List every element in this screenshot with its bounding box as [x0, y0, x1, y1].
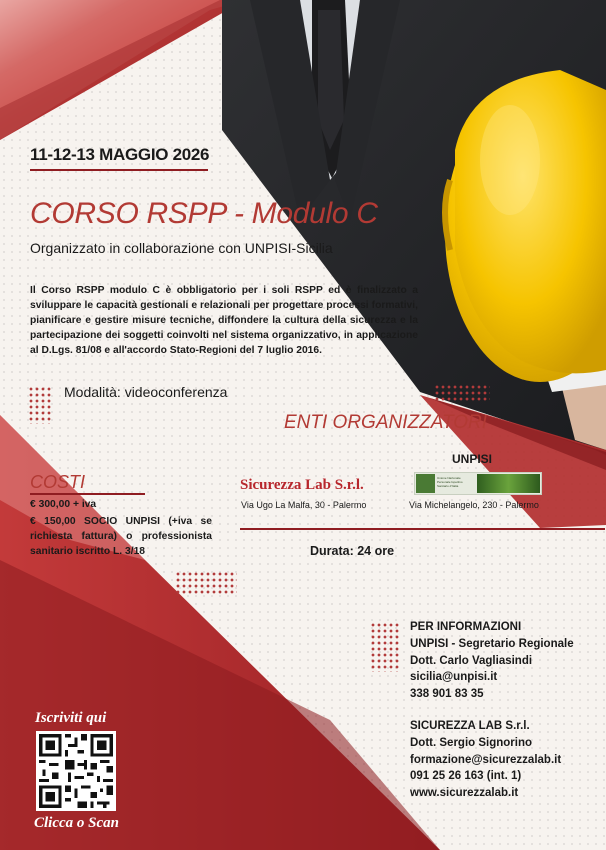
contact-email-link[interactable]: formazione@sicurezzalab.it — [410, 753, 562, 766]
contact-phone: 091 25 26 163 (int. 1) — [410, 770, 522, 783]
unpisi-label: UNPISI — [452, 452, 493, 466]
dot-grid-center — [434, 384, 490, 402]
dot-grid-left — [28, 386, 52, 424]
page-title: CORSO RSPP - Modulo C — [30, 197, 378, 230]
unpisi-address: Via Michelangelo, 230 - Palermo — [409, 500, 539, 510]
contact-email-link[interactable]: sicilia@unpisi.it — [410, 671, 498, 684]
dot-grid-costs — [175, 571, 237, 595]
delivery-mode: Modalità: videoconferenza — [64, 384, 228, 400]
cost-standard: € 300,00 + iva — [30, 499, 97, 510]
sicurezza-lab-address: Via Ugo La Malfa, 30 - Palermo — [241, 500, 367, 510]
section-divider — [240, 528, 605, 530]
sicurezza-lab-logo: Sicurezza Lab S.r.l. — [240, 477, 364, 493]
cost-member: € 150,00 SOCIO UNPISI (+iva se richiesta fattura) o professionista sanitario iscritto L. 3/18 — [30, 516, 212, 557]
contact-org: UNPISI - Segretario Regionale — [410, 637, 574, 650]
scan-label: Clicca o Scan — [34, 815, 119, 831]
contact-block-sicurezza-lab — [410, 718, 561, 802]
course-description: Il Corso RSPP modulo C è obbligatorio per i soli RSPP ed è finalizzato a sviluppare le capacità gestionali e relazionali per progettare processi formativi, pianificare e gestire misure tecniche, diffondere la cultura della sicurezza e la partecipazione dei soggetti coinvolti nel sistema organizzativo, in applicazione al D.Lgs. 81/08 e all'accordo Stato-Regioni del 7 luglio 2016. — [30, 285, 418, 356]
date-underline — [30, 169, 208, 171]
contact-org: SICUREZZA LAB S.r.l. — [410, 720, 530, 732]
organizers-heading: ENTI ORGANIZZATORI — [284, 412, 488, 433]
contact-name: Dott. Carlo Vagliasindi — [410, 654, 533, 667]
unpisi-logo-text: Unione Nazionale Personale Ispettivo Sanitario d'Italia — [437, 476, 463, 488]
dot-grid-info — [370, 622, 400, 672]
contact-phone: 338 901 83 35 — [410, 688, 484, 701]
unpisi-emblem-icon — [416, 474, 435, 493]
subtitle: Organizzato in collaborazione con UNPISI-Sicilia — [30, 240, 333, 256]
info-heading: PER INFORMAZIONI — [410, 621, 522, 633]
costs-heading: COSTI — [30, 472, 86, 492]
website-link[interactable]: www.sicurezzalab.it — [410, 787, 519, 800]
costs-underline — [30, 493, 145, 495]
unpisi-logo-image — [477, 474, 540, 493]
unpisi-logo — [414, 472, 542, 495]
qr-code-icon[interactable] — [36, 731, 116, 811]
contact-name: Dott. Sergio Signorino — [410, 736, 533, 749]
register-label: Iscriviti qui — [35, 710, 107, 726]
course-duration: Durata: 24 ore — [310, 544, 395, 558]
course-date: 11-12-13 MAGGIO 2026 — [30, 145, 210, 164]
contact-block-unpisi — [410, 619, 574, 703]
